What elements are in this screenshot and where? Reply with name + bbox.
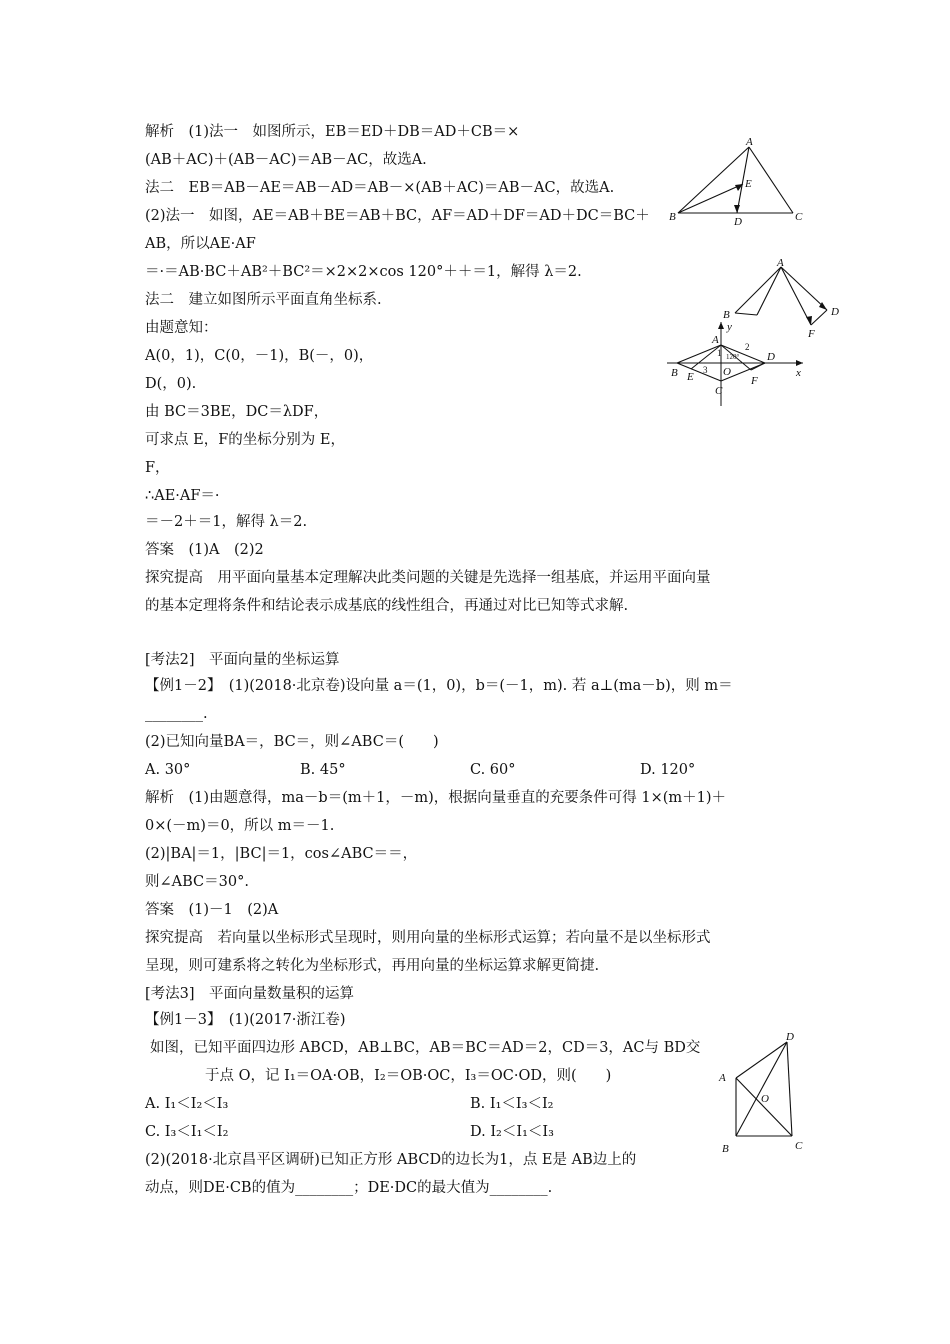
text-line-10: D(，0). <box>145 376 197 392</box>
option-3a: A. I₁＜I₂＜I₃ <box>145 1096 229 1112</box>
insight-1b: 的基本定理将条件和结论表示成基底的线性组合，再通过对比已知等式求解. <box>145 598 629 614</box>
label-a: A <box>712 334 719 346</box>
example-1-2: 【例1－2】 (1)(2018·北京卷)设向量 a＝(1，0)，b＝(－1，m). 若 a⊥(ma－b)，则 m＝ <box>145 678 733 694</box>
text-line-7: 法二 建立如图所示平面直角坐标系. <box>145 292 382 308</box>
option-a: A. 30° <box>145 762 191 778</box>
question-4b: 动点，则DE·CB的值为________；DE·DC的最大值为________. <box>145 1180 553 1196</box>
text-line-6: ＝·＝AB·BC＋AB²＋BC²＝×2×2×cos 120°＋＋＝1，解得 λ＝2. <box>145 264 582 280</box>
text-line-3: 法二 EB＝AB－AE＝AB－AD＝AB－×(AB＋AC)＝AB－AC，故选A. <box>145 180 615 196</box>
label-b: B <box>671 367 678 379</box>
coordinate-figure <box>665 318 810 408</box>
text-line-4: (2)法一 如图，AE＝AB＋BE＝AB＋BC，AF＝AD＋DF＝AD＋DC＝BC＋ <box>145 208 650 224</box>
label-a: A <box>777 257 784 269</box>
question-3b: 于点 O，记 I₁＝OA·OB，I₂＝OB·OC，I₃＝OC·OD，则( ) <box>205 1068 612 1084</box>
text-line-13: F， <box>145 460 170 476</box>
quadrilateral-figure <box>712 1030 807 1158</box>
text-line-11: 由 BC＝3BE，DC＝λDF， <box>145 404 329 420</box>
angle-120: 120° <box>726 353 740 361</box>
insight-2a: 探究提高 若向量以坐标形式呈现时，则用向量的坐标形式运算；若向量不是以坐标形式 <box>145 930 711 946</box>
label-f: F <box>808 328 815 340</box>
label-c: C <box>795 1140 803 1152</box>
axis-x: x <box>796 367 801 379</box>
solution-2d: 则∠ABC＝30°. <box>145 874 249 890</box>
label-o: O <box>761 1093 769 1105</box>
text-line-12: 可求点 E，F的坐标分别为 E， <box>145 432 345 448</box>
text-line-14: ∴AE·AF＝· <box>145 488 220 504</box>
question-3a: 如图，已知平面四边形 ABCD，AB⊥BC，AB＝BC＝AD＝2，CD＝3，AC与 BD交 <box>150 1040 701 1056</box>
label-e: E <box>745 178 752 190</box>
option-b: B. 45° <box>300 762 346 778</box>
angle-3: 3 <box>703 365 708 375</box>
answer-2: 答案 (1)－1 (2)A <box>145 902 279 918</box>
option-3d: D. I₂＜I₁＜I₃ <box>470 1124 554 1140</box>
label-d: D <box>767 351 775 363</box>
insight-2b: 呈现，则可建系将之转化为坐标形式，再用向量的坐标运算求解更简捷. <box>145 958 600 974</box>
label-d: D <box>734 216 742 228</box>
solution-2b: 0×(－m)＝0，所以 m＝－1. <box>145 818 335 834</box>
text-line-5: AB，所以AE·AF <box>145 236 256 252</box>
answer-1: 答案 (1)A (2)2 <box>145 542 264 558</box>
section-heading-3: [考法3] 平面向量数量积的运算 <box>145 986 355 1002</box>
label-f: F <box>751 375 758 387</box>
option-3c: C. I₃＜I₁＜I₂ <box>145 1124 229 1140</box>
option-3b: B. I₁＜I₃＜I₂ <box>470 1096 554 1112</box>
section-heading-2: [考法2] 平面向量的坐标运算 <box>145 652 340 668</box>
question-4a: (2)(2018·北京昌平区调研)已知正方形 ABCD的边长为1，点 E是 AB边上的 <box>145 1152 637 1168</box>
label-d: D <box>831 306 839 318</box>
angle-2: 2 <box>745 342 750 352</box>
label-c: C <box>795 211 803 223</box>
option-c: C. 60° <box>470 762 516 778</box>
insight-1a: 探究提高 用平面向量基本定理解决此类问题的关键是先选择一组基底，并运用平面向量 <box>145 570 711 586</box>
label-b: B <box>722 1143 729 1155</box>
solution-2c: (2)|BA|＝1，|BC|＝1，cos∠ABC＝＝， <box>145 846 418 862</box>
text-line-15: ＝－2＋＝1，解得 λ＝2. <box>145 514 308 530</box>
text-line-9: A(0，1)，C(0，－1)，B(－，0)， <box>145 348 374 364</box>
label-d: D <box>786 1031 794 1043</box>
solution-2a: 解析 (1)由题意得，ma－b＝(m＋1，－m)，根据向量垂直的充要条件可得 1×(m＋1)＋ <box>145 790 727 806</box>
axis-y: y <box>727 321 732 333</box>
label-e: E <box>687 371 694 383</box>
option-d: D. 120° <box>640 762 696 778</box>
label-a: A <box>719 1072 726 1084</box>
label-b: B <box>669 211 676 223</box>
question-2: (2)已知向量BA＝，BC＝，则∠ABC＝( ) <box>145 734 439 750</box>
label-b: B <box>723 309 730 321</box>
angle-1: 1 <box>717 348 722 358</box>
example-1-3: 【例1－3】 (1)(2017·浙江卷) <box>145 1012 346 1028</box>
label-a: A <box>746 136 753 148</box>
label-c: C <box>715 385 723 397</box>
label-o: O <box>723 366 731 378</box>
text-line-1: 解析 (1)法一 如图所示，EB＝ED＋DB＝AD＋CB＝× <box>145 124 520 140</box>
triangle-figure <box>665 135 815 230</box>
blank-line: ________. <box>145 706 208 722</box>
text-line-2: (AB＋AC)＋(AB－AC)＝AB－AC，故选A. <box>145 152 427 168</box>
text-line-8: 由题意知： <box>145 320 218 336</box>
